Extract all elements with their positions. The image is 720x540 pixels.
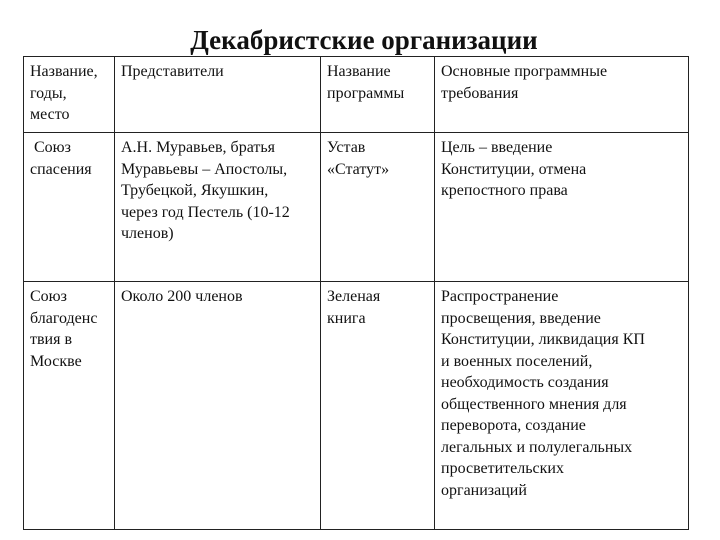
page-title xyxy=(0,22,720,58)
org-members-cell: Около 200 членов xyxy=(115,282,321,530)
org-program-cell: Зеленая книга xyxy=(321,282,435,530)
header-program-cell: Название программы xyxy=(321,57,435,133)
header-members-cell: Представители xyxy=(115,57,321,133)
org-demands-cell: Распространение просвещения, введение Конституции, ликвидация КП и военных поселений, необходимость создания общественного мнения для переворота, создание легальных и полулегальных просветительских организаций xyxy=(435,282,689,530)
header-demands-cell: Основные программные требования xyxy=(435,57,689,133)
table-row xyxy=(24,282,689,530)
header-name-cell: Название, годы, место xyxy=(24,57,115,133)
table-header-row xyxy=(24,57,689,133)
org-demands-cell: Цель – введение Конституции, отмена крепостного права xyxy=(435,133,689,282)
page-title-text: Декабристские организации xyxy=(190,25,538,55)
org-members-cell: А.Н. Муравьев, братья Муравьевы – Апостолы, Трубецкой, Якушкин, через год Пестель (10-12 членов) xyxy=(115,133,321,282)
organizations-table xyxy=(23,56,689,530)
table-row xyxy=(24,133,689,282)
org-name-cell: Союз спасения xyxy=(24,133,115,282)
org-name-cell: Союз благоденс твия в Москве xyxy=(24,282,115,530)
org-program-cell: Устав «Статут» xyxy=(321,133,435,282)
